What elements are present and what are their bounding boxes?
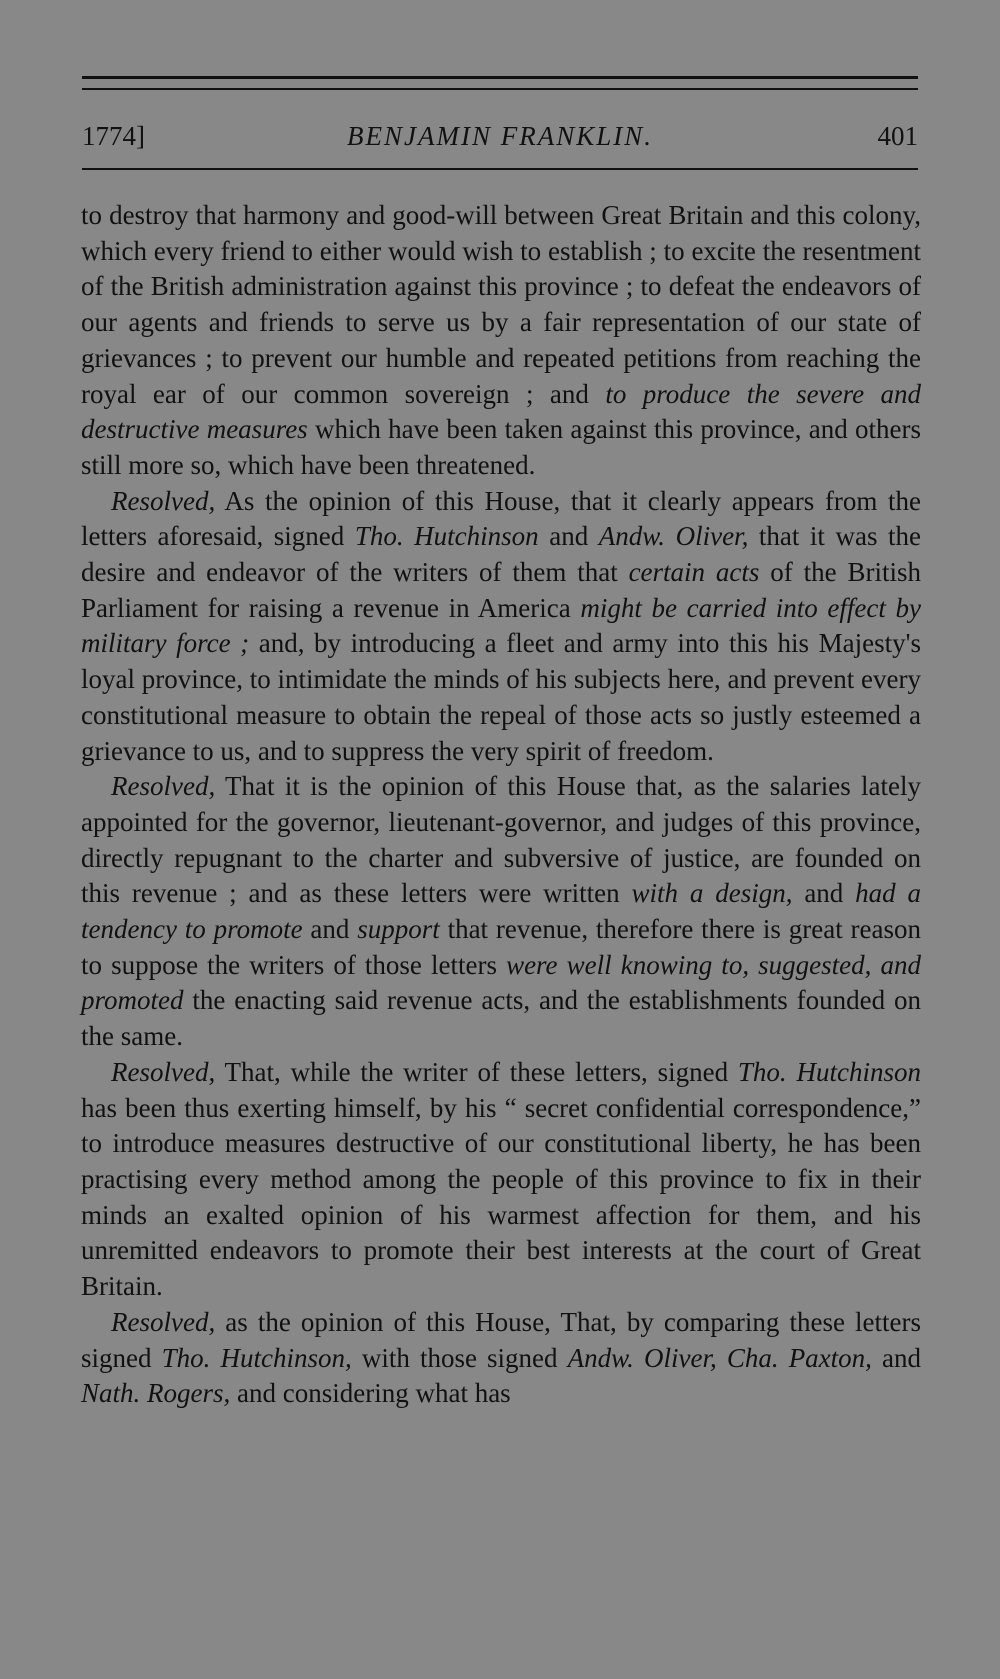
text-run: That it is the opinion of this House that, as the salaries lately appointed for the governor, lieutenant-governor, and judges of this province, directly repugnant to the charter and subversive of justice, are founded on this revenue ; and as these letters were written — [81, 771, 921, 909]
top-rule-thick — [82, 76, 918, 79]
italic-text: to produce the severe and destructive measures — [81, 378, 921, 445]
text-run: That, while the writer of these letters, signed — [215, 1056, 738, 1087]
text-run: and, by introducing a fleet and army into this his Majesty's loyal province, to intimidate the minds of his subjects here, and prevent every constitutional measure to obtain the repeal of those acts so justly esteemed a grievance to us, and to suppress the very spirit of freedom. — [81, 628, 921, 766]
italic-text: certain acts — [628, 557, 760, 588]
text-run: and — [871, 1342, 922, 1373]
italic-text: Tho. Hutchinson — [354, 521, 539, 552]
header-year: 1774] — [82, 121, 145, 151]
italic-text: Resolved, — [111, 1056, 216, 1087]
italic-text: Tho. Hutchinson, — [161, 1342, 352, 1373]
text-run: that it was the desire and endeavor of the writers of them that — [81, 521, 922, 588]
text-run: as the opinion of this House, That, by comparing these letters signed — [81, 1306, 921, 1373]
paragraph — [81, 484, 921, 770]
italic-text: were well knowing to, suggested, and promoted — [81, 949, 921, 1016]
text-run: and considering what has — [230, 1378, 511, 1409]
text-run: of the British Parliament for raising a revenue in America — [81, 557, 921, 623]
text-run: and — [538, 521, 599, 552]
italic-text: might be carried into effect by military force ; — [81, 592, 921, 659]
italic-text: Resolved, — [111, 1306, 216, 1337]
text-run: and — [302, 914, 358, 945]
italic-text: support — [357, 914, 440, 945]
italic-text: with a design, — [631, 878, 793, 909]
header-rule — [82, 168, 918, 170]
italic-text: Resolved, — [111, 485, 216, 516]
running-header — [82, 116, 918, 156]
paragraph — [81, 1055, 921, 1305]
body-text — [81, 198, 921, 1412]
text-run: with those signed — [351, 1342, 568, 1373]
header-title: BENJAMIN FRANKLIN. — [347, 121, 653, 151]
top-rule-thin — [82, 88, 918, 90]
italic-text: Andw. Oliver, Cha. Paxton, — [567, 1342, 872, 1373]
text-run: the enacting said revenue acts, and the establishments founded on the same. — [81, 985, 921, 1052]
text-run: and — [792, 878, 856, 909]
paragraph — [81, 1305, 921, 1412]
text-run: to destroy that harmony and good-will between Great Britain and this colony, which every friend to either would wish to establish ; to excite the resentment of the British administration against this province ; to defeat the endeavors of our agents and friends to serve us by a fair representation of our state of grievances ; to prevent our humble and repeated petitions from reaching the royal ear of our common sovereign ; and — [81, 200, 921, 409]
paragraph — [81, 198, 921, 484]
text-run: which have been taken against this province, and others still more so, which have been threatened. — [81, 414, 921, 480]
paragraph — [81, 769, 921, 1055]
italic-text: had a tendency to promote — [81, 878, 922, 945]
text-run: As the opinion of this House, that it clearly appears from the letters aforesaid, signed — [81, 485, 921, 552]
page-number: 401 — [877, 121, 918, 151]
italic-text: Tho. Hutchinson — [737, 1056, 921, 1087]
italic-text: Andw. Oliver, — [598, 521, 749, 552]
italic-text: Resolved, — [111, 771, 216, 802]
italic-text: Nath. Rogers, — [81, 1378, 231, 1409]
text-run: that revenue, therefore there is great reason to suppose the writers of those letters — [81, 914, 921, 980]
text-run: has been thus exerting himself, by his “ secret confidential correspondence,” to introduce measures destructive of our constitutional liberty, he has been practising every method among the people of this province to fix in their minds an exalted opinion of his warmest affection for them, and his unremitted endeavors to promote their best interests at the court of Great Britain. — [81, 1092, 921, 1302]
